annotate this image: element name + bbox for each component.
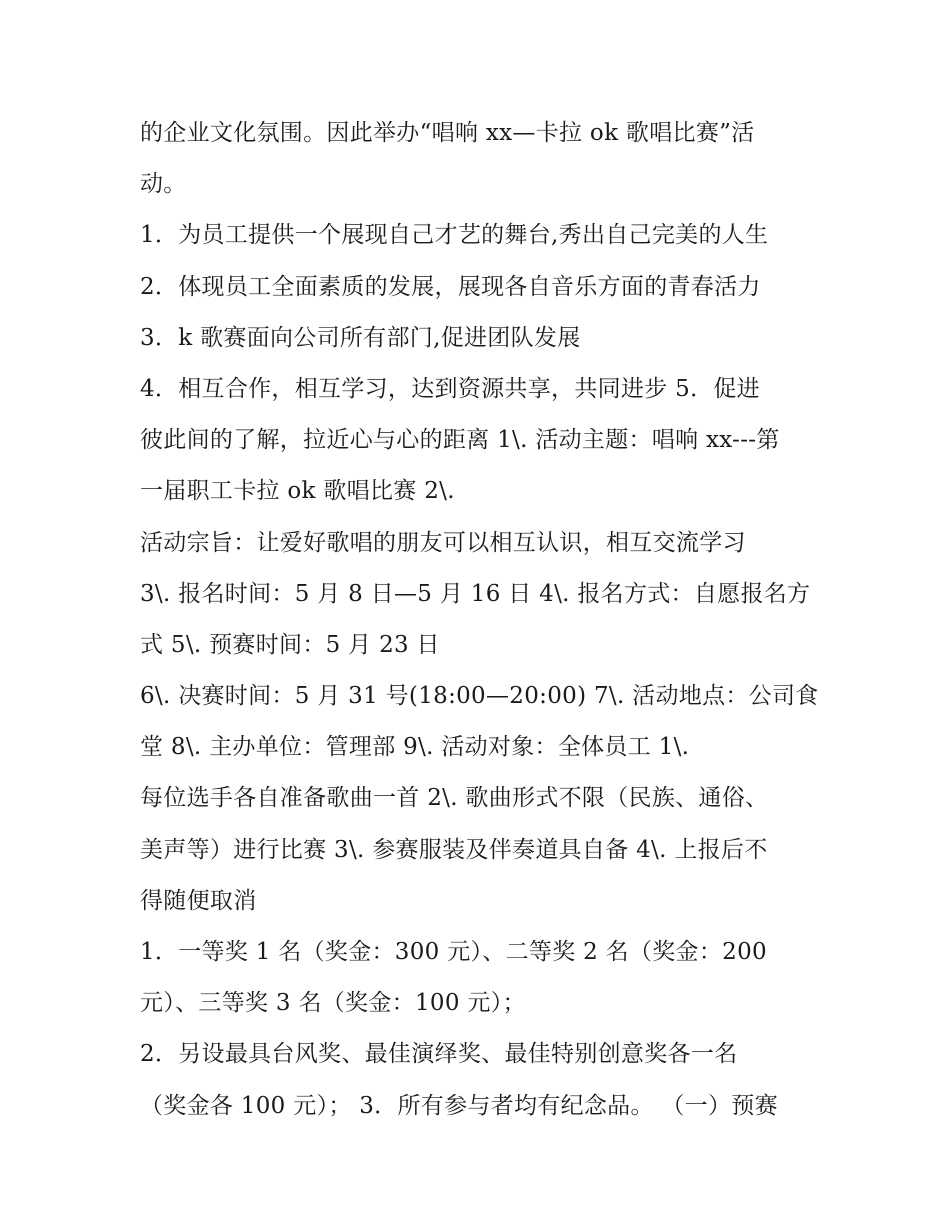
text-line: 2．体现员工全面素质的发展，展现各自音乐方面的青春活力: [140, 273, 761, 300]
text-line: 动。: [140, 171, 187, 198]
text-line: 1．为员工提供一个展现自己才艺的舞台,秀出自己完美的人生: [140, 222, 769, 249]
text-line: 彼此间的了解，拉近心与心的距离 1\. 活动主题：唱响 xx---第: [140, 427, 780, 454]
text-line: （奖金各 100 元）； 3．所有参与者均有纪念品。 （一）预赛: [140, 1092, 778, 1119]
text-line: 3\. 报名时间：5 月 8 日—5 月 16 日 4\. 报名方式：自愿报名方: [140, 580, 811, 607]
text-line: 堂 8\. 主办单位：管理部 9\. 活动对象：全体员工 1\.: [140, 734, 690, 761]
text-line: 的企业文化氛围。因此举办“唱响 xx—卡拉 ok 歌唱比赛”活: [140, 120, 755, 146]
text-line: 4．相互合作，相互学习，达到资源共享，共同进步 5．促进: [140, 375, 760, 402]
text-line: 2．另设最具台风奖、最佳演绎奖、最佳特别创意奖各一名: [140, 1041, 738, 1068]
text-line: 3．k 歌赛面向公司所有部门,促进团队发展: [140, 324, 581, 351]
document-body: [140, 108, 820, 1132]
text-line: 1．一等奖 1 名（奖金：300 元）、二等奖 2 名（奖金：200: [140, 939, 767, 965]
text-line: 得随便取消: [140, 887, 257, 914]
text-line: 活动宗旨：让爱好歌唱的朋友可以相互认识，相互交流学习: [140, 529, 746, 556]
text-line: 元）、三等奖 3 名（奖金：100 元）；: [140, 990, 526, 1017]
text-line: 美声等）进行比赛 3\. 参赛服装及伴奏道具自备 4\. 上报后不: [140, 836, 768, 863]
text-line: 式 5\. 预赛时间：5 月 23 日: [140, 631, 440, 658]
text-line: 6\. 决赛时间：5 月 31 号(18:00—20:00) 7\. 活动地点：公司食: [140, 683, 819, 710]
text-line: 每位选手各自准备歌曲一首 2\. 歌曲形式不限（民族、通俗、: [140, 785, 769, 812]
text-line: 一届职工卡拉 ok 歌唱比赛 2\.: [140, 478, 455, 505]
